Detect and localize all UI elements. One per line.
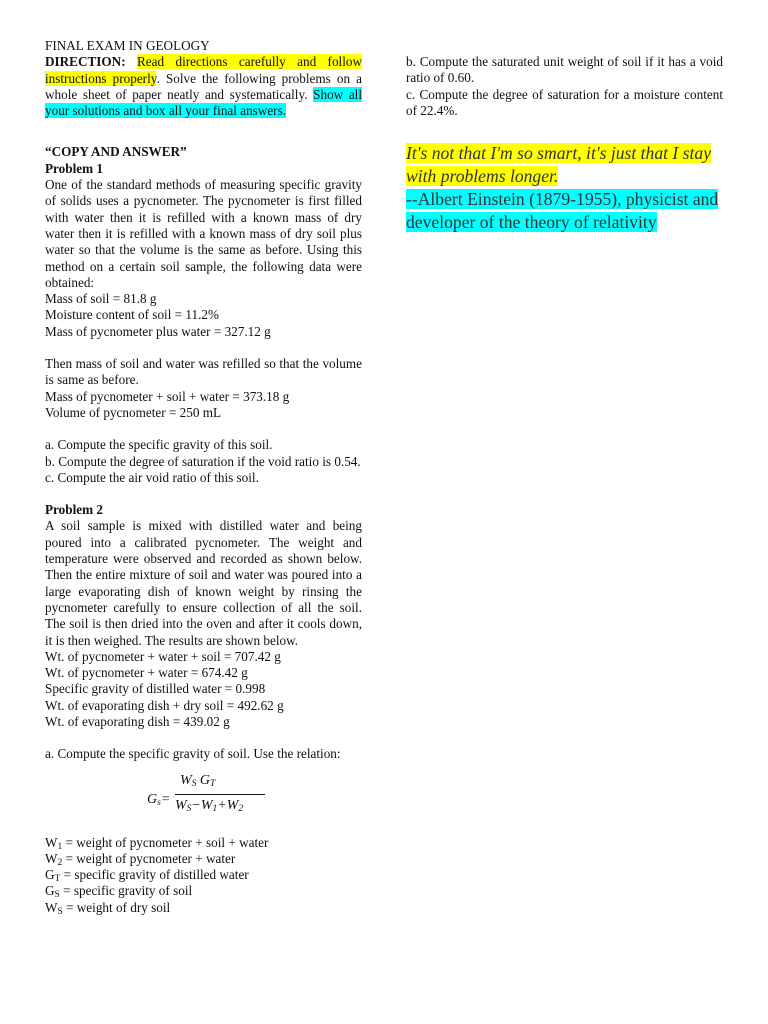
- formula-lhs: $G_s=$: [147, 791, 171, 808]
- quote-text: It's not that I'm so smart, it's just that I stay with problems longer.: [406, 143, 712, 187]
- problem2-data-item: Wt. of pycnometer + water + soil = 707.42 g: [45, 648, 281, 664]
- direction-text: . Solve the following problems on a whole sheet of paper neatly and systematically.: [45, 70, 363, 102]
- formula-denominator: $W_S-W_1+W_2$: [175, 797, 244, 814]
- formula-numerator: $W_S$ $G_T$: [180, 772, 216, 789]
- problem1-data-item: Mass of soil = 81.8 g: [45, 291, 157, 307]
- problem1-data-item: Moisture content of soil = 11.2%: [45, 307, 219, 323]
- problem2-data-item: Wt. of pycnometer + water = 674.42 g: [45, 665, 248, 681]
- problem2-question-a: a. Compute the specific gravity of soil. Use the relation:: [45, 746, 341, 762]
- problem1-data-item: Volume of pycnometer = 250 mL: [45, 404, 222, 420]
- problem1-intro: One of the standard methods of measuring specific gravity of solids uses a pycnometer. The pycnometer is first filled with water then it is refilled with a known mass of dry water then it is refilled with a known mass of dry soil plus water so that the volume is the same as before. Using this method on a certain soil sample, the following data were obtained:: [45, 177, 362, 290]
- problem2-question-c: c. Compute the degree of saturation for a moisture content of 22.4%.: [406, 86, 723, 118]
- problem1-para2: Then mass of soil and water was refilled so that the volume is same as before.: [45, 356, 362, 388]
- direction-highlight-yellow: Read directions carefully and follow instructions properly: [45, 54, 362, 86]
- problem2-data-item: Specific gravity of distilled water = 0.998: [45, 681, 266, 697]
- problem1-question-b: b. Compute the degree of saturation if the void ratio is 0.54.: [45, 453, 361, 469]
- legend-item: $W_S$ = weight of dry soil: [45, 899, 171, 917]
- specific-gravity-formula: [45, 765, 362, 835]
- problem2-question-b: b. Compute the saturated unit weight of soil if it has a void ratio of 0.60.: [406, 54, 723, 86]
- direction-paragraph: [45, 54, 362, 119]
- problem1-question-a: a. Compute the specific gravity of this soil.: [45, 437, 273, 453]
- problem1-data-item: Mass of pycnometer + soil + water = 373.18 g: [45, 388, 290, 404]
- direction-highlight-cyan: Show all your solutions and box all your final answers.: [45, 86, 362, 119]
- direction-label: DIRECTION:: [45, 54, 126, 70]
- exam-title: FINAL EXAM IN GEOLOGY: [45, 38, 210, 53]
- left-column: [45, 38, 362, 916]
- problem2-data-item: Wt. of evaporating dish = 439.02 g: [45, 713, 230, 729]
- problem2-heading: Problem 2: [45, 502, 103, 518]
- legend-item: $G_S$ = specific gravity of soil: [45, 883, 193, 901]
- problem1-heading: Problem 1: [45, 160, 103, 176]
- right-column: [406, 54, 723, 234]
- problem1-data-item: Mass of pycnometer plus water = 327.12 g: [45, 323, 271, 339]
- quote-attribution: --Albert Einstein (1879-1955), physicist and developer of the theory of relativity: [406, 189, 719, 233]
- problem1-question-c: c. Compute the air void ratio of this soil.: [45, 469, 259, 485]
- legend-item: $W_2$ = weight of pycnometer + water: [45, 850, 236, 868]
- problem2-intro: A soil sample is mixed with distilled water and being poured into a calibrated pycnometer. The weight and temperature were observed and recorded as shown below. Then the entire mixture of soil and water was poured into a large evaporating dish of known weight by rinsing the pycnometer carefully to ensure collection of all the soil. The soil is then dried into the oven and after it cools down, it is then weighed. The results are shown below.: [45, 518, 362, 648]
- legend-item: $G_T$ = specific gravity of distilled water: [45, 867, 249, 885]
- einstein-quote: [406, 142, 723, 234]
- copy-answer-heading: “COPY AND ANSWER”: [45, 144, 187, 160]
- legend-item: $W_1$ = weight of pycnometer + soil + water: [45, 834, 269, 852]
- problem2-data-item: Wt. of evaporating dish + dry soil = 492.62 g: [45, 697, 284, 713]
- formula-fraction-bar: [175, 794, 265, 795]
